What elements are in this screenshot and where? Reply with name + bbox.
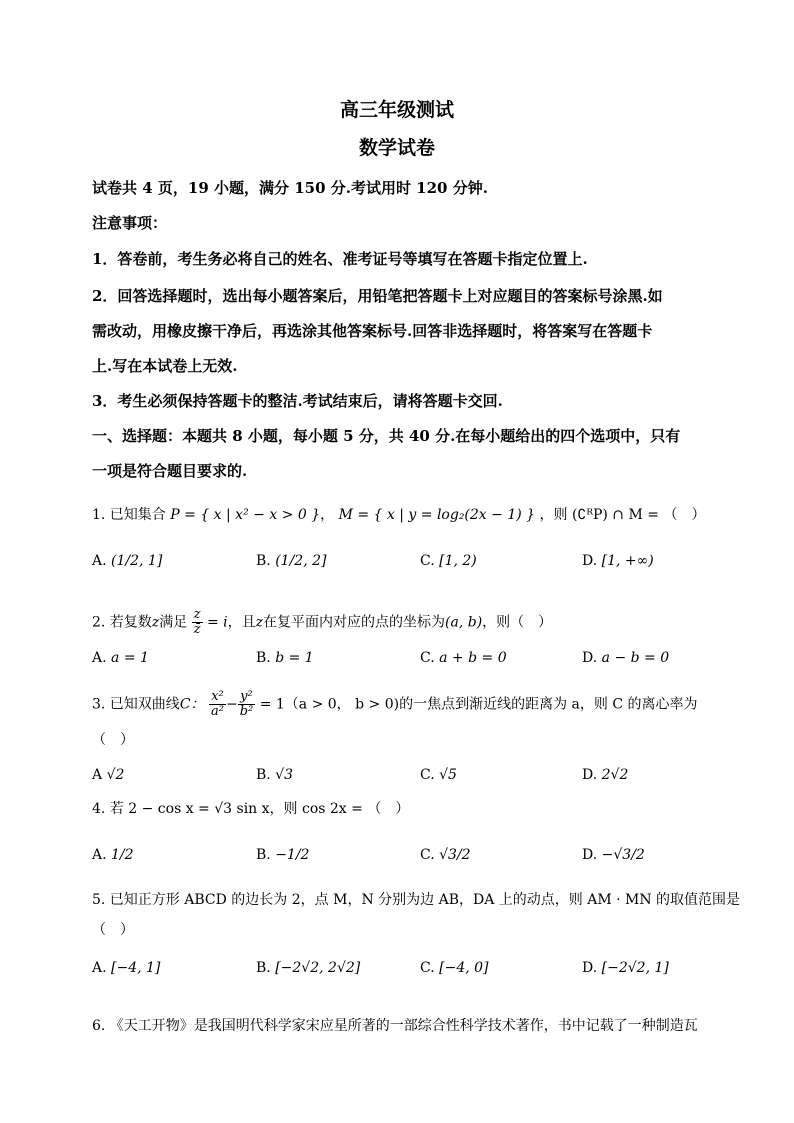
question-3-paren: （ ） (92, 732, 134, 748)
question-1-option-d: D. [1, +∞) (582, 553, 654, 569)
question-5-line-2: （ ） (92, 922, 134, 938)
question-3-fraction-y: $\frac{\text{y²}}{\text{b²}}$ (239, 689, 254, 719)
question-2-option-a: A. a = 1 (92, 650, 149, 666)
exam-subtitle: 数学试卷 (358, 137, 435, 159)
question-1-set-m: M = { x | y = log₂(2x − 1) } (338, 507, 536, 523)
question-6-line-1: 6. 《天工开物》是我国明代科学家宋应星所著的一部综合性科学技术著作，书中记载了一种制造瓦 (92, 1018, 698, 1034)
question-1-option-d-value: [1, +∞) (601, 553, 654, 569)
question-5-option-b: B. [−2√2, 2√2] (256, 960, 361, 976)
question-1-option-a-value: (1/2, 1] (111, 553, 163, 569)
question-4-option-c: C. √3/2 (420, 847, 471, 863)
question-5-option-c: C. [−4, 0] (420, 960, 489, 976)
section-heading-line-1: 一、选择题：本题共 8 小题，每小题 5 分，共 40 分.在每小题给出的四个选项中，只有 (92, 427, 681, 445)
question-3-option-c: C. √5 (420, 767, 457, 783)
question-4-option-a: A. 1/2 (92, 847, 134, 863)
question-1-option-b: B. (1/2, 2] (256, 553, 327, 569)
notice-item-2-line-2: 需改动，用橡皮擦干净后，再选涂其他答案标号.回答非选择题时，将答案写在答题卡 (92, 322, 653, 340)
question-2-fraction: $\frac{z}{z̄}$ (193, 607, 201, 637)
question-1-prefix: 1. 已知集合 (92, 507, 166, 523)
section-heading-line-2: 一项是符合题目要求的. (92, 462, 248, 480)
question-1-tail: ，则 (∁ᴿP) ∩ M = （ ） (539, 507, 706, 523)
question-2-option-d: D. a − b = 0 (582, 650, 670, 666)
notice-item-3: 3．考生必须保持答题卡的整洁.考试结束后，请将答题卡交回. (92, 392, 503, 410)
question-2-option-c: C. a + b = 0 (420, 650, 507, 666)
exam-summary: 试卷共 4 页，19 小题，满分 150 分.考试用时 120 分钟. (92, 179, 488, 197)
question-4-option-b: B. −1/2 (256, 847, 310, 863)
question-3: 3. 已知双曲线C： $\frac{\text{x²}}{\text{a²}}$ − $\frac{\text{y²}}{\text{b²}}$ = 1（a > 0， b > 0)的一焦点到渐近线的距离为 a，则 C 的离心率为 (92, 689, 698, 719)
notice-title: 注意事项： (92, 214, 168, 232)
notice-item-2-line-3: 上.写在本试卷上无效. (92, 357, 238, 375)
notice-item-2-line-1: 2．回答选择题时，选出每小题答案后，用铅笔把答题卡上对应题目的答案标号涂黑.如 (92, 287, 663, 305)
question-5-option-d: D. [−2√2, 1] (582, 960, 669, 976)
question-3-option-b: B. √3 (256, 767, 294, 783)
question-3-fraction-x: $\frac{\text{x²}}{\text{a²}}$ (210, 689, 224, 719)
question-1-option-c-value: [1, 2) (439, 553, 477, 569)
question-1-option-a: A. (1/2, 1] (92, 553, 163, 569)
exam-title: 高三年级测试 (339, 99, 454, 121)
question-2: 2. 若复数z满足 $\frac{z}{z̄}$ = i，且z在复平面内对应的点的坐标为(a, b)，则（ ） (92, 607, 553, 637)
question-3-option-d: D. 2√2 (582, 767, 629, 783)
question-2-option-b: B. b = 1 (256, 650, 314, 666)
question-1-option-b-value: (1/2, 2] (275, 553, 327, 569)
question-1-sep: ， (320, 507, 335, 523)
question-5-line-1: 5. 已知正方形 ABCD 的边长为 2，点 M，N 分别为边 AB，DA 上的动点，则 AM · MN 的取值范围是 (92, 892, 741, 908)
notice-item-1: 1．答卷前，考生务必将自己的姓名、准考证号等填写在答题卡指定位置上. (92, 250, 588, 268)
question-3-option-a: A √2 (92, 767, 125, 783)
question-1 (92, 505, 704, 525)
question-1-option-c: C. [1, 2) (420, 553, 477, 569)
question-4: 4. 若 2 − cos x = √3 sin x，则 cos 2x = （ ） (92, 801, 410, 817)
question-1-set-p: P = { x | x² − x > 0 } (170, 507, 321, 523)
question-4-option-d: D. −√3/2 (582, 847, 645, 863)
question-5-option-a: A. [−4, 1] (92, 960, 161, 976)
